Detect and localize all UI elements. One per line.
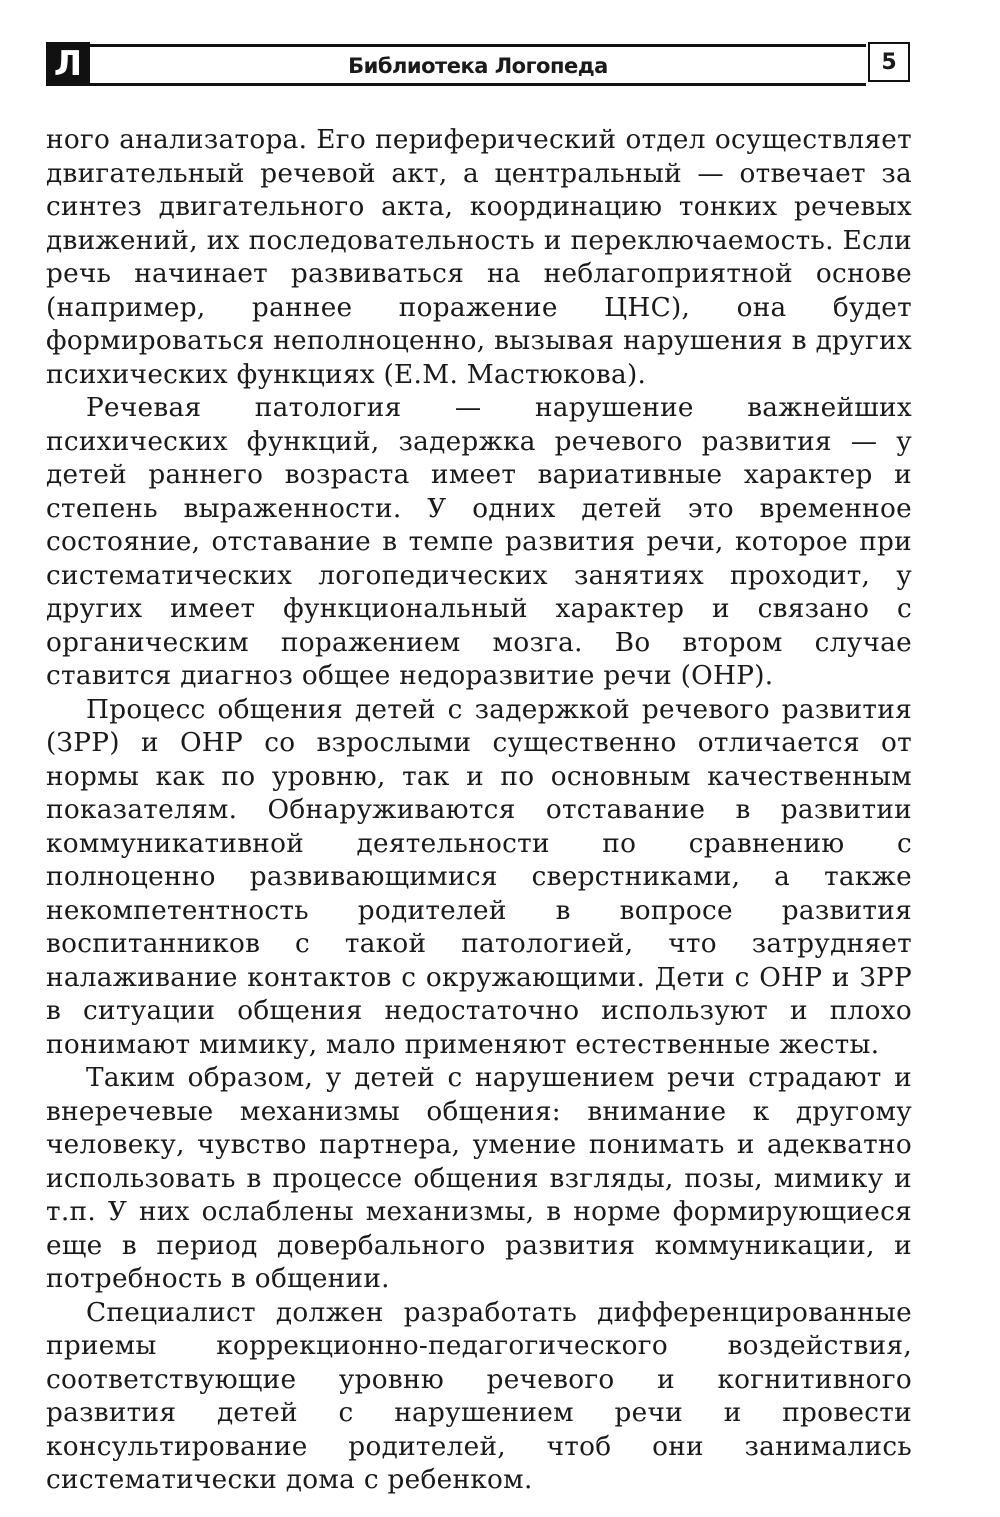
page-number: 5 — [868, 42, 910, 82]
series-title: Библиотека Логопеда — [348, 54, 608, 78]
series-logo: Л — [46, 42, 90, 86]
paragraph-3: Процесс общения детей с задержкой речевого развития (ЗРР) и ОНР со взрослыми существенно отличается от нормы как по уровню, так и по основным качественным показателям. Обнаруживаются отставание в развитии коммуникативной деятельности по сравнению с полноценно развивающимися сверстниками, а также некомпетентность родителей в вопросе развития воспитанников с такой патологией, что затрудняет налаживание контактов с окружающими. Дети с ОНР и ЗРР в ситуации общения недостаточно используют и плохо понимают мимику, мало применяют естественные жесты. — [46, 694, 912, 1060]
paragraph-2: Речевая патология — нарушение важнейших психических функций, задержка речевого развития — у детей раннего возраста имеет вариативные характер и степень выраженности. У одних детей это временное состояние, отставание в темпе развития речи, которое при систематических логопедических занятиях проходит, у других имеет функциональный характер и связано с органическим поражением мозга. Во втором случае ставится диагноз общее недоразвитие речи (ОНР). — [46, 393, 912, 691]
paragraph-4: Таким образом, у детей с нарушением речи страдают и внеречевые механизмы общения: внимание к другому человеку, чувство партнера, умение понимать и адекватно использовать в процессе общения взгляды, позы, мимику и т.п. У них ослаблены механизмы, в норме формирующиеся еще в период довербального развития коммуникации, и потребность в общении. — [46, 1063, 912, 1294]
paragraph-5: Специалист должен разработать дифференцированные приемы коррекционно-педагогического воздействия, соответствующие уровню речевого и когнитивного развития детей с нарушением речи и провести консультирование родителей, чтоб они занимались систематически дома с ребенком. — [46, 1297, 912, 1495]
running-header — [46, 42, 912, 86]
paragraph-1: ного анализатора. Его периферический отдел осуществляет двигательный речевой акт, а центральный — отвечает за синтез двигательного акта, координацию тонких речевых движений, их последовательность и переключаемость. Если речь начинает развиваться на неблагоприятной основе (например, раннее поражение ЦНС), она будет формироваться неполноценно, вызывая нарушения в других психических функциях (Е.М. Мастюкова). — [46, 125, 912, 390]
header-bar — [90, 44, 866, 86]
body-text — [46, 124, 912, 1498]
